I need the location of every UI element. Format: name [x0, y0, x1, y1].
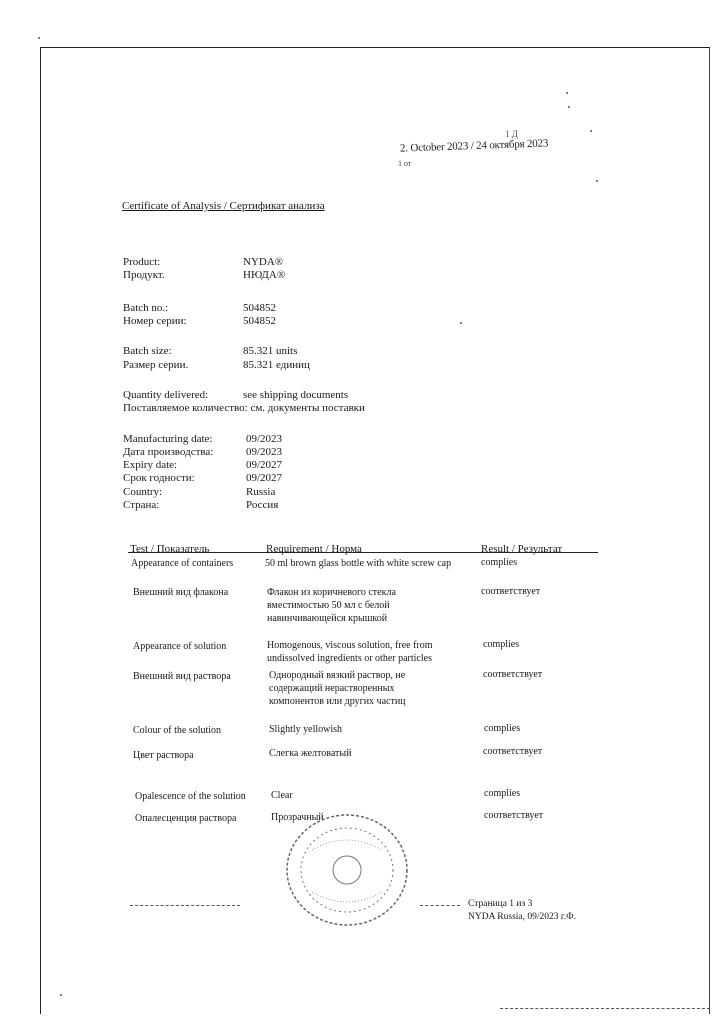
table-row-test: Appearance of solution [133, 641, 227, 652]
quantity-label-en: Quantity delivered: [123, 389, 209, 401]
reference-mark: 1 Д [505, 129, 518, 139]
table-row-test: Opalescence of the solution [135, 791, 246, 802]
table-row-result: complies [483, 639, 520, 650]
scan-speck [566, 92, 568, 94]
country-value-ru: Россия [246, 499, 279, 511]
product-value-ru: НЮДА® [243, 269, 286, 281]
table-row-result: complies [481, 557, 518, 568]
table-row-requirement: Прозрачный [271, 812, 324, 823]
table-row-result: complies [484, 723, 521, 734]
expiry-date-value-ru: 09/2027 [246, 472, 283, 484]
table-row-result: соответствует [483, 746, 543, 757]
quantity-line-ru: Поставляемое количество: см. документы поставки [123, 402, 365, 414]
table-row-test: Colour of the solution [133, 725, 222, 736]
country-label-ru: Страна: [123, 499, 160, 511]
table-row-test: Внешний вид раствора [133, 671, 231, 682]
table-header-rule [128, 552, 598, 553]
expiry-date-value-en: 09/2027 [246, 459, 283, 471]
footer-rule [420, 905, 460, 906]
quantity-value-en: see shipping documents [243, 389, 349, 401]
scan-speck [460, 322, 462, 324]
table-row-result: соответствует [484, 810, 544, 821]
batch-size-label-ru: Размер серии. [123, 359, 189, 371]
company-footer: NYDA Russia, 09/2023 г.Ф. [468, 912, 576, 922]
table-row-result: соответствует [483, 669, 543, 680]
table-row-test: Appearance of containers [131, 558, 234, 569]
table-row-result: соответствует [481, 586, 541, 597]
document-title: Certificate of Analysis / Сертификат анализа [122, 200, 325, 212]
table-row-requirement: Однородный вязкий раствор, не содержащий нерастворенных компонентов или других частиц [269, 670, 406, 707]
table-row-test: Внешний вид флакона [133, 587, 229, 598]
table-header-test: Test / Показатель [130, 543, 210, 555]
mfg-date-label-ru: Дата производства: [123, 446, 214, 458]
country-value-en: Russia [246, 486, 276, 498]
table-row-requirement: Слегка желтоватый [269, 748, 352, 759]
table-row-requirement: 50 ml brown glass bottle with white screw cap [265, 558, 452, 569]
table-row-result: complies [484, 788, 521, 799]
mfg-date-value-ru: 09/2023 [246, 446, 283, 458]
batch-no-label-en: Batch no.: [123, 302, 169, 314]
table-header-requirement: Requirement / Норма [266, 543, 362, 555]
bottom-edge-rule [500, 1008, 710, 1009]
batch-size-value-ru: 85.321 единиц [243, 359, 310, 371]
scan-speck [38, 37, 40, 39]
date-stamp-sub: 1 от [398, 159, 412, 168]
expiry-date-label-ru: Срок годности: [123, 472, 195, 484]
scan-speck [590, 130, 592, 132]
product-label-en: Product: [123, 256, 161, 268]
product-label-ru: Продукт. [123, 269, 165, 281]
date-stamp: 2. October 2023 / 24 октября 2023 [399, 137, 549, 155]
product-value-en: NYDA® [243, 256, 284, 268]
mfg-date-value-en: 09/2023 [246, 433, 283, 445]
table-row-test: Цвет раствора [133, 750, 194, 761]
batch-size-label-en: Batch size: [123, 345, 172, 357]
table-row-requirement: Slightly yellowish [269, 724, 343, 735]
batch-size-value-en: 85.321 units [243, 345, 298, 357]
batch-no-value-ru: 504852 [243, 315, 276, 327]
scan-speck [568, 106, 570, 108]
table-row-requirement: Флакон из коричневого стекла вместимостью 50 мл с белой навинчивающейся крышкой [267, 587, 396, 624]
table-header-result: Result / Результат [481, 543, 563, 555]
official-seal-icon [282, 810, 412, 930]
table-row-requirement: Homogenous, viscous solution, free from undissolved ingredients or other particles [267, 640, 433, 664]
scan-speck [60, 994, 62, 996]
batch-no-value-en: 504852 [243, 302, 276, 314]
mfg-date-label-en: Manufacturing date: [123, 433, 213, 445]
table-row-requirement: Clear [271, 790, 293, 801]
signature-line [130, 905, 240, 906]
scan-speck [596, 180, 598, 182]
table-row-test: Опалесценция раствора [135, 813, 237, 824]
batch-no-label-ru: Номер серии: [123, 315, 187, 327]
expiry-date-label-en: Expiry date: [123, 459, 178, 471]
page-number: Страница 1 из 3 [468, 899, 533, 909]
country-label-en: Country: [123, 486, 163, 498]
